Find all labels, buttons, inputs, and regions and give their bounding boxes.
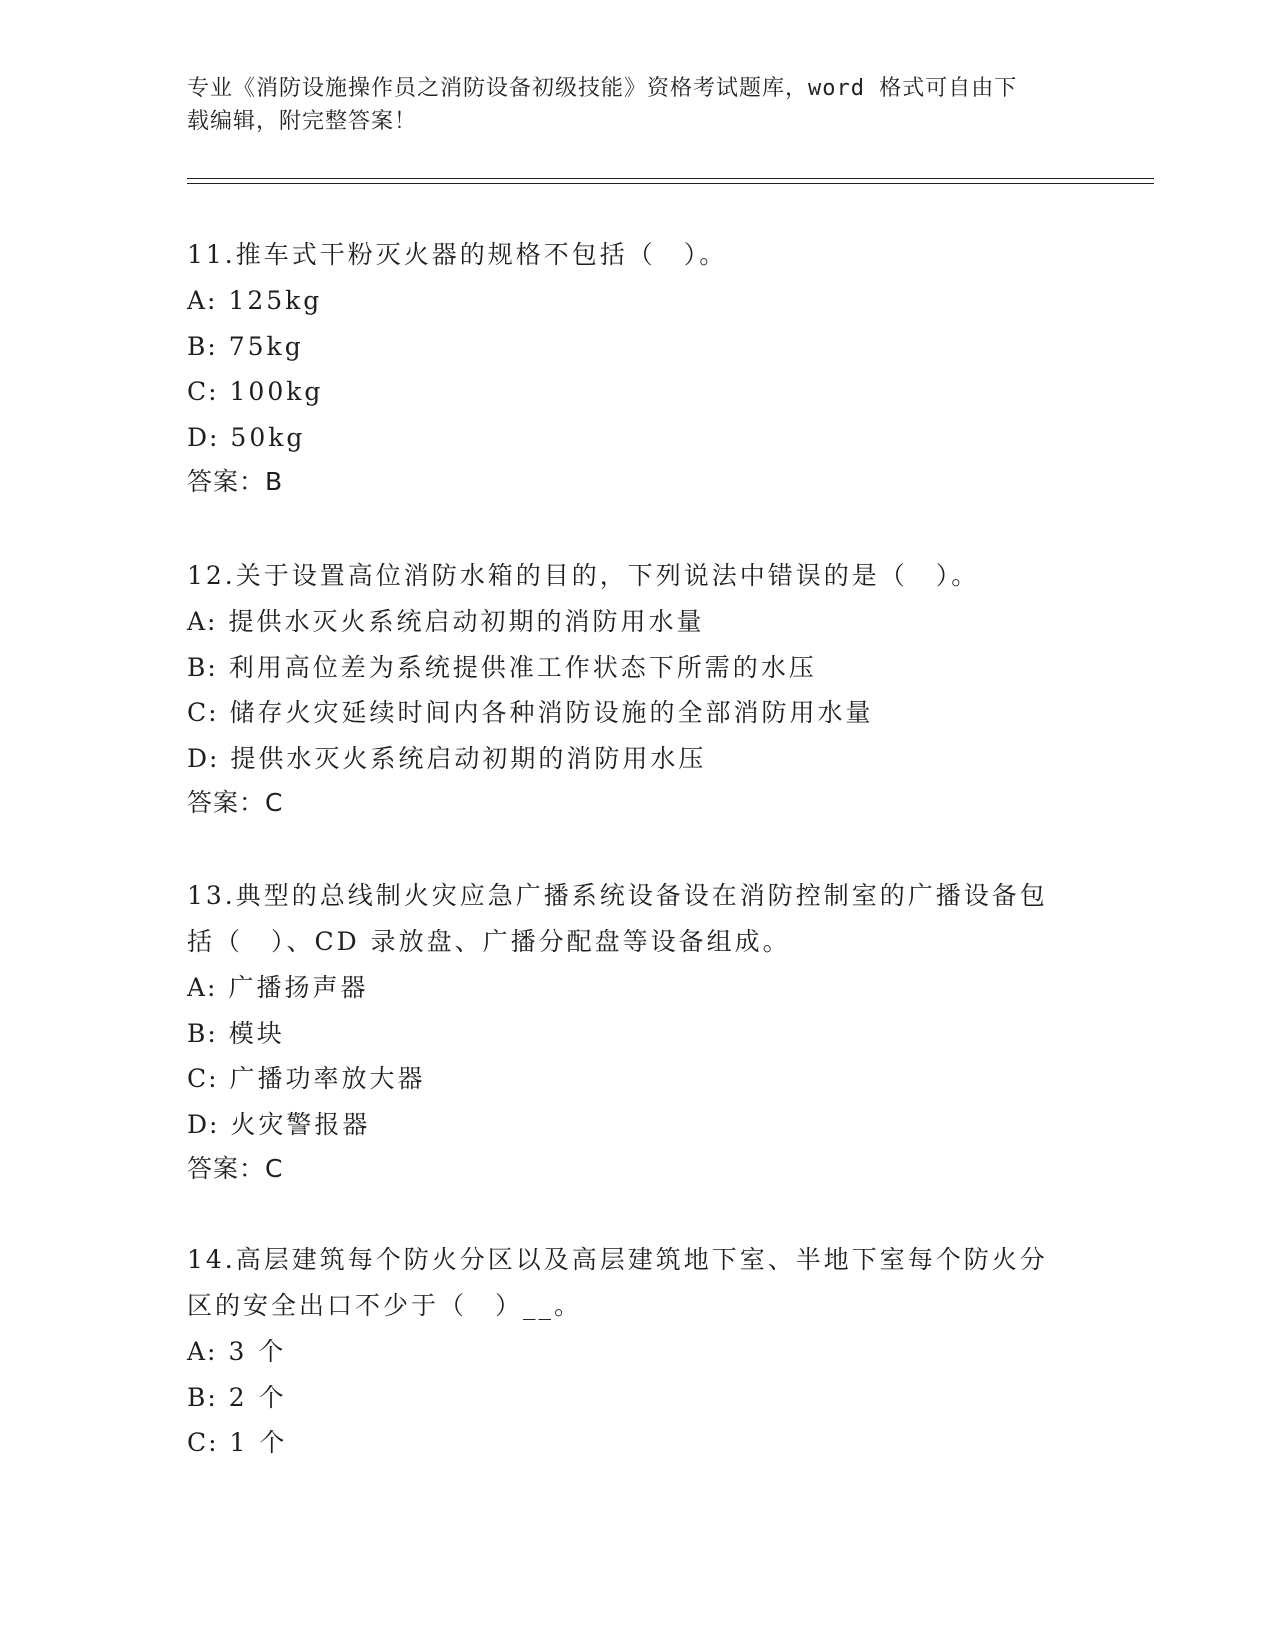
option-d: D: 火灾警报器	[187, 1109, 371, 1139]
header-divider-top	[187, 178, 1154, 179]
option-c: C: 1 个	[187, 1428, 288, 1457]
option-b: B: 2 个	[187, 1382, 287, 1412]
question-14	[187, 1237, 1087, 1466]
option-d: D: 50kg	[187, 422, 306, 452]
question-stem-line-1: 13.典型的总线制火灾应急广播系统设备设在消防控制室的广播设备包	[187, 881, 1048, 910]
question-13	[187, 873, 1087, 1191]
option-c: C: 100kg	[187, 377, 324, 406]
answer: 答案：B	[187, 467, 284, 496]
document-header	[187, 72, 1067, 138]
option-a: A: 125kg	[187, 286, 323, 315]
header-divider-bottom	[187, 183, 1154, 184]
option-d: D: 提供水灭火系统启动初期的消防用水压	[187, 743, 707, 773]
answer: 答案：C	[187, 788, 284, 817]
question-stem-line-2: 括（ ）、CD 录放盘、广播分配盘等设备组成。	[187, 927, 791, 956]
header-line-1: 专业《消防设施操作员之消防设备初级技能》资格考试题库，word 格式可自由下	[187, 76, 1018, 101]
answer: 答案：C	[187, 1154, 284, 1183]
question-stem-line-1: 14.高层建筑每个防火分区以及高层建筑地下室、半地下室每个防火分	[187, 1245, 1048, 1274]
option-a: A: 提供水灭火系统启动初期的消防用水量	[187, 607, 705, 636]
question-stem: 11.推车式干粉灭火器的规格不包括（ ）。	[187, 240, 728, 269]
question-11	[187, 232, 1087, 504]
option-b: B: 利用高位差为系统提供准工作状态下所需的水压	[187, 652, 817, 682]
question-12	[187, 553, 1087, 825]
option-c: C: 广播功率放大器	[187, 1064, 426, 1093]
question-stem-line-2: 区的安全出口不少于（ ）__。	[187, 1291, 583, 1320]
option-c: C: 储存火灾延续时间内各种消防设施的全部消防用水量	[187, 698, 874, 727]
option-b: B: 模块	[187, 1018, 285, 1048]
question-stem: 12.关于设置高位消防水箱的目的，下列说法中错误的是（ ）。	[187, 561, 980, 590]
option-b: B: 75kg	[187, 331, 304, 361]
option-a: A: 广播扬声器	[187, 973, 369, 1002]
option-a: A: 3 个	[187, 1337, 287, 1366]
header-line-2: 载编辑，附完整答案！	[187, 109, 418, 134]
